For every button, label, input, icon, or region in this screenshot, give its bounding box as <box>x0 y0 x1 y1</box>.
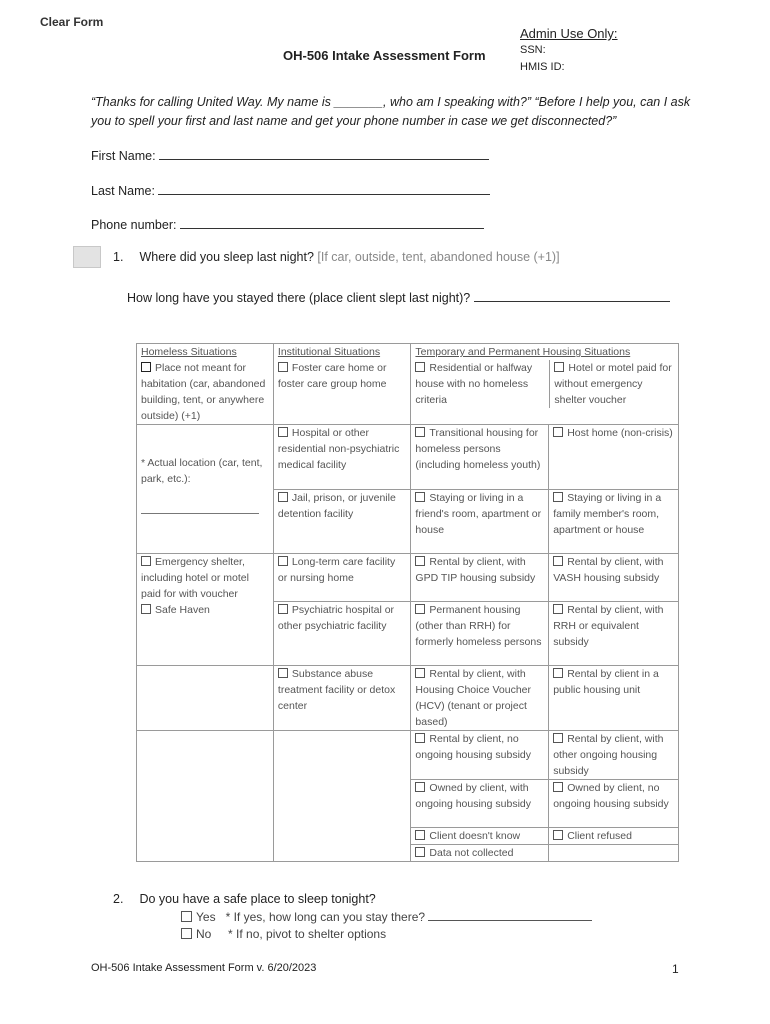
option-vash: Rental by client, with VASH housing subsidy <box>553 556 664 584</box>
header-homeless: Homeless Situations <box>141 346 237 358</box>
option-transitional: Transitional housing for homeless persons (including homeless youth) <box>415 427 541 471</box>
admin-title: Admin Use Only: <box>520 26 618 41</box>
q2-text: Do you have a safe place to sleep tonight? <box>139 892 376 906</box>
how-long-row <box>127 289 670 305</box>
checkbox-owned-with-subsidy[interactable] <box>415 782 425 792</box>
checkbox-foster-care[interactable] <box>278 362 288 372</box>
checkbox-rrh[interactable] <box>553 604 563 614</box>
checkbox-public-housing[interactable] <box>553 668 563 678</box>
phone-row <box>91 216 484 232</box>
hmis-label: HMIS ID: <box>520 61 565 73</box>
option-owned-no-subsidy: Owned by client, no ongoing housing subsidy <box>553 782 669 810</box>
living-situations-table <box>136 343 679 862</box>
checkbox-safe-haven[interactable] <box>141 604 151 614</box>
checkbox-data-not-collected[interactable] <box>415 847 425 857</box>
checkbox-residential-halfway[interactable] <box>415 362 425 372</box>
option-long-term-care: Long-term care facility or nursing home <box>277 556 396 584</box>
intake-script: “Thanks for calling United Way. My name is _______, who am I speaking with?” “Before I help you, can I ask you to spell your first and last name and get your phone number in case we get disconnected?” <box>91 95 691 128</box>
option-family-room: Staying or living in a family member's room, apartment or house <box>553 492 662 536</box>
form-title: OH-506 Intake Assessment Form <box>283 48 486 63</box>
checkbox-host-home[interactable] <box>553 427 563 437</box>
clear-form-button[interactable]: Clear Form <box>40 15 104 29</box>
checkbox-psychiatric[interactable] <box>278 604 288 614</box>
header-institutional: Institutional Situations <box>277 346 381 358</box>
q1-number: 1. <box>113 250 124 264</box>
option-other-subsidy: Rental by client, with other ongoing housing subsidy <box>553 733 664 777</box>
checkbox-jail[interactable] <box>278 492 288 502</box>
footer-version: OH-506 Intake Assessment Form v. 6/20/2023 <box>91 962 317 974</box>
q1-hint: [If car, outside, tent, abandoned house (+1)] <box>317 250 560 264</box>
q1-text: Where did you sleep last night? <box>139 250 314 264</box>
option-hotel-motel: Hotel or motel paid for without emergency shelter voucher <box>554 362 672 406</box>
checkbox-vash[interactable] <box>553 556 563 566</box>
q2-yes-row <box>181 909 592 924</box>
q1-checkbox[interactable] <box>73 246 101 268</box>
option-gpd-tip: Rental by client, with GPD TIP housing subsidy <box>415 556 536 584</box>
option-substance-abuse: Substance abuse treatment facility or detox center <box>277 668 396 712</box>
option-jail: Jail, prison, or juvenile detention facility <box>277 492 396 520</box>
checkbox-hotel-motel[interactable] <box>554 362 564 372</box>
phone-label: Phone number: <box>91 218 177 232</box>
option-psychiatric: Psychiatric hospital or other psychiatric facility <box>277 604 395 632</box>
checkbox-gpd-tip[interactable] <box>415 556 425 566</box>
actual-location-field[interactable] <box>141 501 259 514</box>
checkbox-no-subsidy[interactable] <box>415 733 425 743</box>
checkbox-no[interactable] <box>181 928 192 939</box>
option-permanent-housing: Permanent housing (other than RRH) for formerly homeless persons <box>415 604 542 648</box>
checkbox-substance-abuse[interactable] <box>278 668 288 678</box>
ssn-label: SSN: <box>520 44 546 56</box>
checkbox-friends-room[interactable] <box>415 492 425 502</box>
actual-location-label: * Actual location (car, tent, park, etc.): <box>141 457 263 485</box>
q2-number: 2. <box>113 892 124 906</box>
option-emergency-shelter: Emergency shelter, including hotel or motel paid for with voucher <box>141 556 249 600</box>
admin-use-block <box>520 25 618 76</box>
q2-no-label: No <box>196 927 212 941</box>
checkbox-hcv[interactable] <box>415 668 425 678</box>
how-long-field[interactable] <box>474 289 670 302</box>
checkbox-family-room[interactable] <box>553 492 563 502</box>
header-temporary-permanent: Temporary and Permanent Housing Situations <box>415 346 631 358</box>
checkbox-client-refused[interactable] <box>553 830 563 840</box>
checkbox-transitional[interactable] <box>415 427 425 437</box>
checkbox-yes[interactable] <box>181 911 192 922</box>
q2-no-row <box>181 927 592 941</box>
option-host-home: Host home (non-crisis) <box>567 427 673 439</box>
q2-yes-label: Yes <box>196 910 216 924</box>
checkbox-permanent-housing[interactable] <box>415 604 425 614</box>
option-safe-haven: Safe Haven <box>155 604 210 616</box>
stay-duration-field[interactable] <box>428 909 592 921</box>
option-public-housing: Rental by client in a public housing unit <box>553 668 659 696</box>
phone-field[interactable] <box>180 216 484 229</box>
option-client-doesnt-know: Client doesn't know <box>429 830 521 842</box>
q2-yes-note: * If yes, how long can you stay there? <box>225 910 426 924</box>
question-1 <box>113 250 560 264</box>
option-client-refused: Client refused <box>567 830 632 842</box>
checkbox-client-doesnt-know[interactable] <box>415 830 425 840</box>
last-name-field[interactable] <box>158 182 490 195</box>
page-number: 1 <box>672 962 679 976</box>
first-name-field[interactable] <box>159 147 489 160</box>
checkbox-place-not-meant[interactable] <box>141 362 151 372</box>
option-friends-room: Staying or living in a friend's room, apartment or house <box>415 492 542 536</box>
option-rrh: Rental by client, with RRH or equivalent subsidy <box>553 604 664 648</box>
option-no-subsidy: Rental by client, no ongoing housing subsidy <box>415 733 532 761</box>
option-hospital: Hospital or other residential non-psychiatric medical facility <box>277 427 400 471</box>
first-name-row <box>91 147 489 163</box>
option-place-not-meant: Place not meant for habitation (car, abandoned building, tent, or anywhere outside) (+1) <box>141 362 266 422</box>
checkbox-long-term-care[interactable] <box>278 556 288 566</box>
option-owned-with-subsidy: Owned by client, with ongoing housing subsidy <box>415 782 532 810</box>
first-name-label: First Name: <box>91 149 156 163</box>
option-hcv: Rental by client, with Housing Choice Voucher (HCV) (tenant or project based) <box>415 668 531 728</box>
checkbox-other-subsidy[interactable] <box>553 733 563 743</box>
option-residential-halfway: Residential or halfway house with no homeless criteria <box>415 362 533 406</box>
checkbox-hospital[interactable] <box>278 427 288 437</box>
q2-no-note: * If no, pivot to shelter options <box>228 927 387 941</box>
checkbox-emergency-shelter[interactable] <box>141 556 151 566</box>
how-long-label: How long have you stayed there (place client slept last night)? <box>127 291 471 305</box>
option-foster-care: Foster care home or foster care group home <box>277 362 387 390</box>
checkbox-owned-no-subsidy[interactable] <box>553 782 563 792</box>
option-data-not-collected: Data not collected <box>429 847 514 859</box>
last-name-row <box>91 182 490 198</box>
question-2 <box>113 892 592 941</box>
last-name-label: Last Name: <box>91 184 155 198</box>
